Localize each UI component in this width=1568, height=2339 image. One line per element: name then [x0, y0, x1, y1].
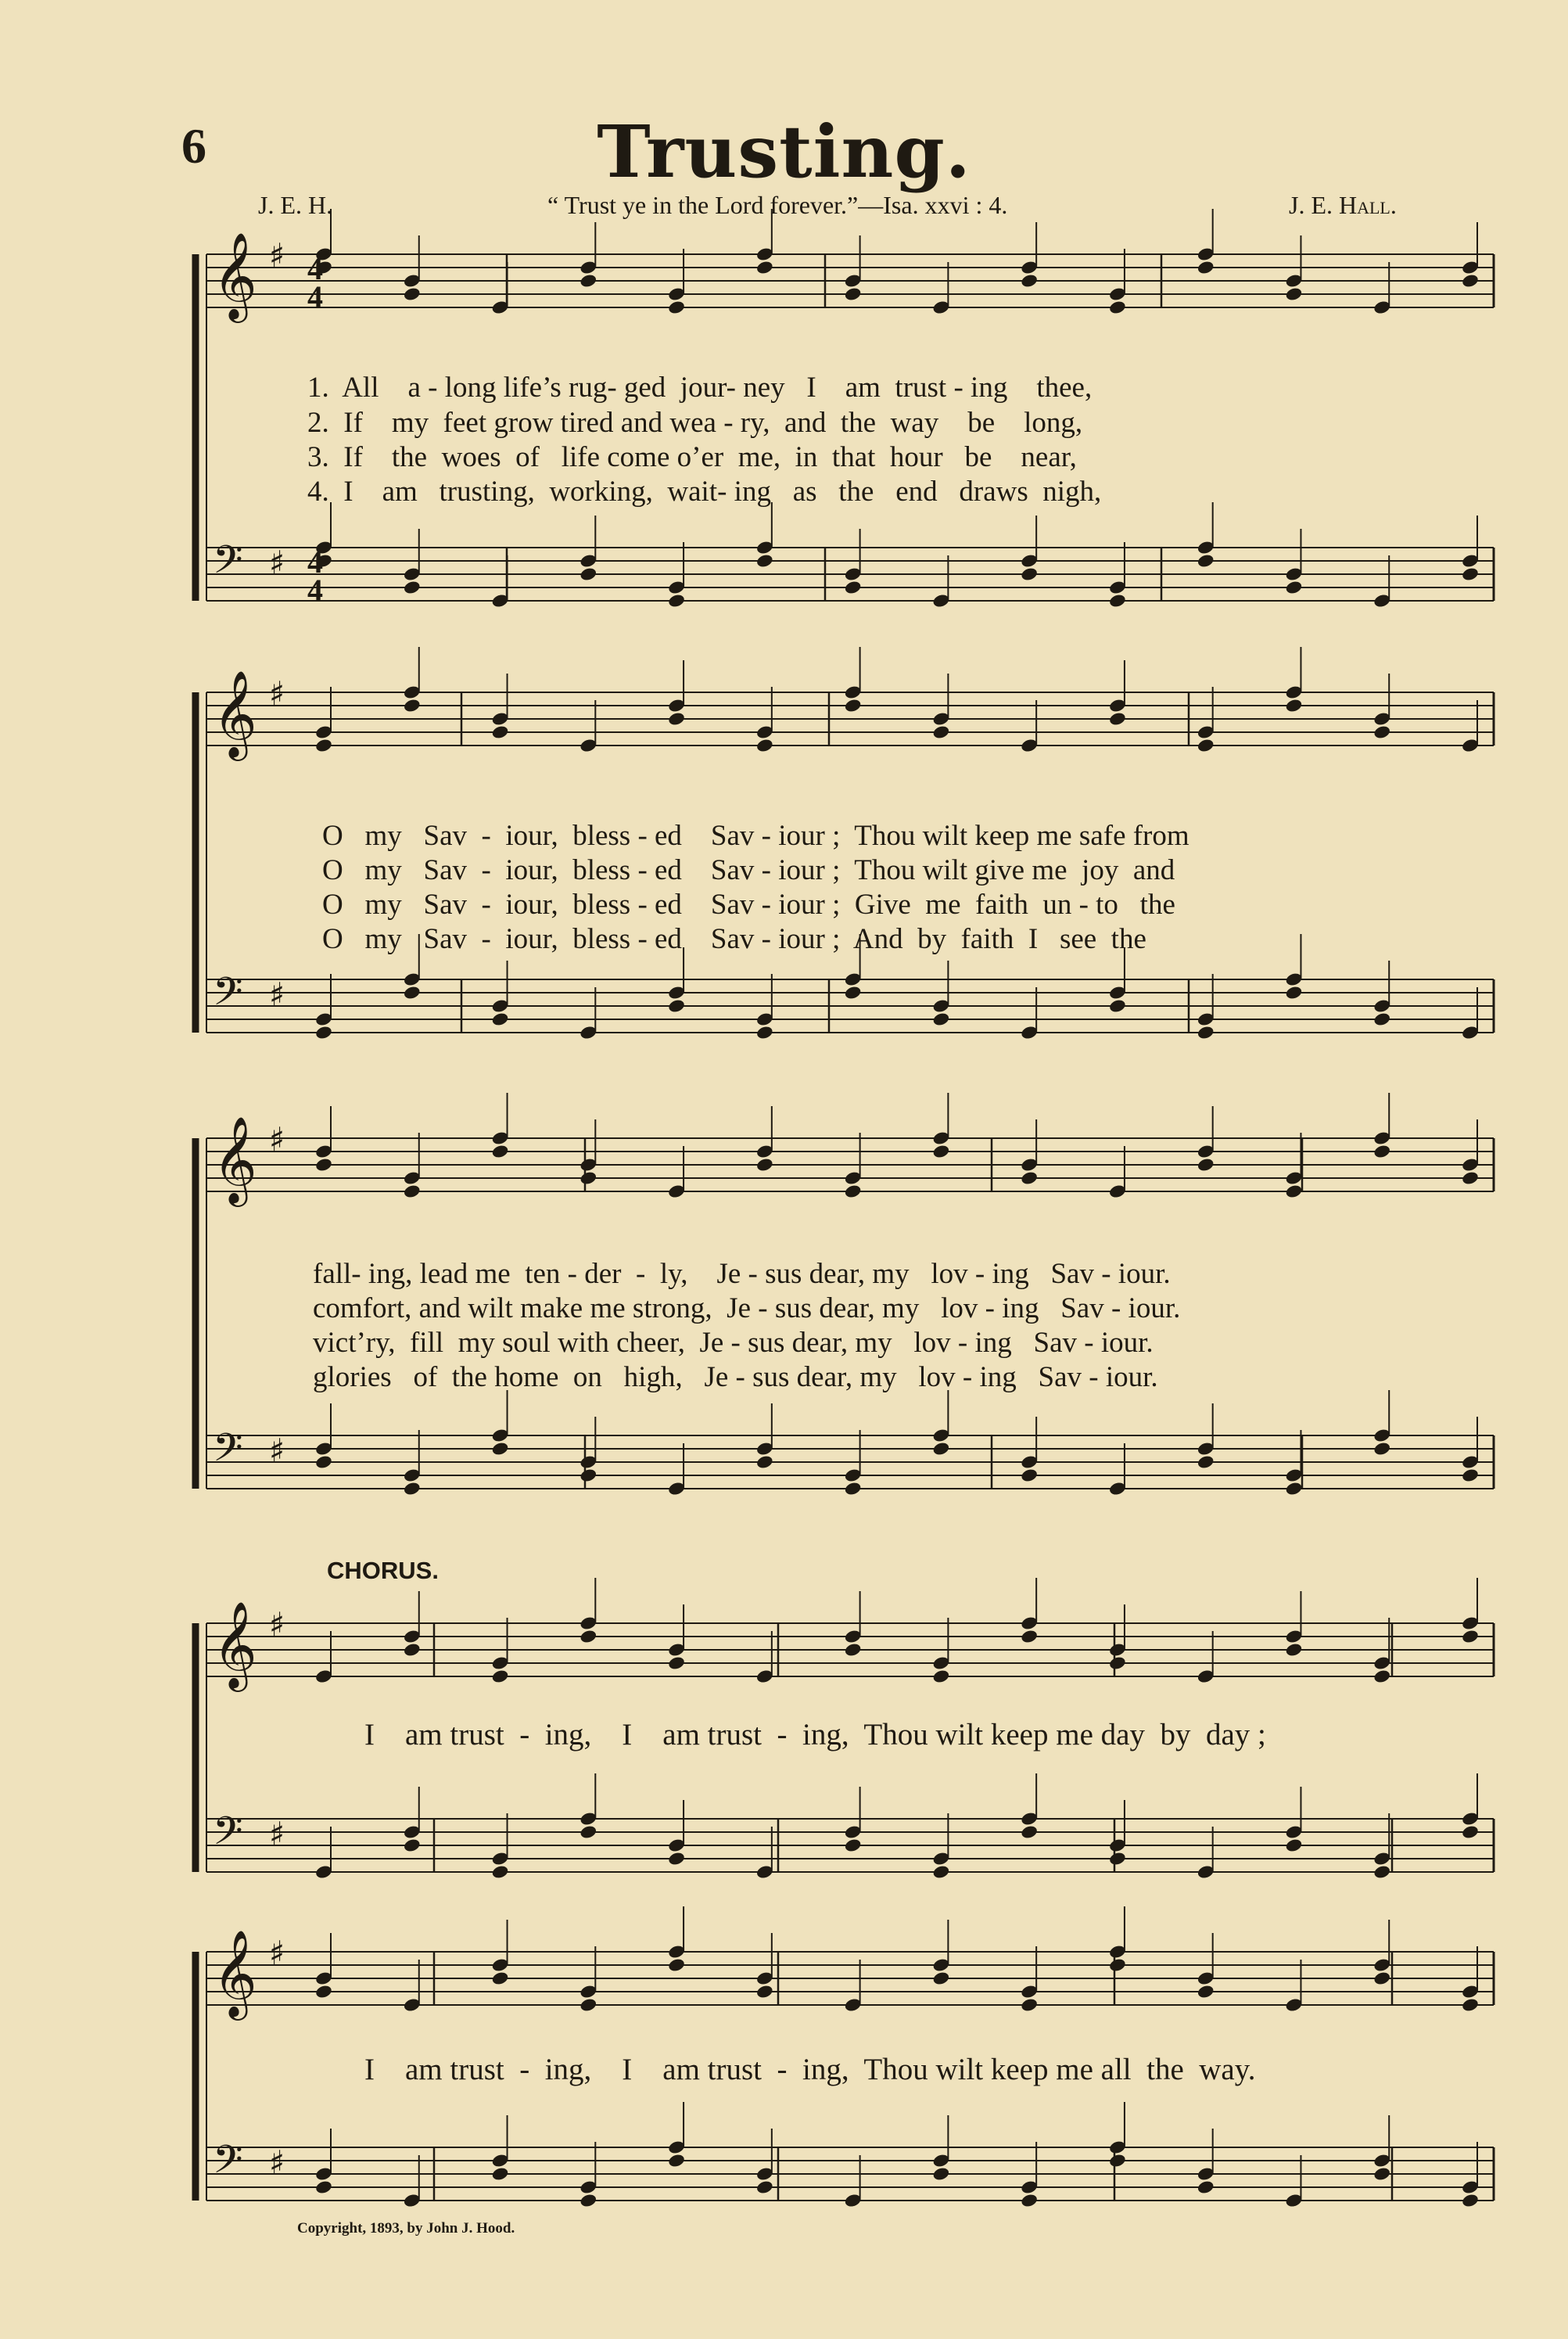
note-head	[1020, 1629, 1039, 1644]
note-head	[403, 985, 422, 1001]
note-head	[755, 2179, 774, 2195]
chorus-line: I am trust - ing, I am trust - ing, Thou wilt keep me day by day ;	[364, 1718, 1266, 1752]
note-head	[491, 2166, 510, 2182]
note-head	[755, 1984, 774, 1999]
note-head	[579, 1629, 598, 1644]
note-head	[1461, 2193, 1480, 2208]
sharp-key-signature-icon: ♯	[269, 1120, 285, 1159]
sharp-key-signature-icon: ♯	[269, 236, 285, 275]
note-head	[667, 998, 686, 1014]
sharp-key-signature-icon: ♯	[269, 1815, 285, 1853]
note-head	[1372, 724, 1391, 740]
note-head	[667, 1957, 686, 1973]
note-head	[844, 1184, 863, 1199]
verse-2-line: 2. If my feet grow tired and wea - ry, and the way be long,	[307, 407, 1083, 439]
note-head	[755, 1454, 774, 1470]
note-head	[932, 724, 951, 740]
note-head	[1461, 1468, 1480, 1483]
note-head	[403, 1481, 422, 1496]
note-head	[1372, 1864, 1391, 1880]
note-head	[932, 1441, 951, 1457]
page-number: 6	[181, 118, 206, 174]
note-head	[491, 1011, 510, 1027]
note-head	[314, 738, 333, 753]
note-head	[1108, 998, 1127, 1014]
note-head	[579, 566, 598, 582]
note-head	[1461, 1997, 1480, 2013]
time-signature-top: 4	[307, 544, 323, 580]
note-head	[1197, 738, 1215, 753]
note-head	[579, 1997, 598, 2013]
hymn-title: Trusting.	[597, 110, 971, 194]
note-head	[667, 2153, 686, 2168]
note-head	[1197, 1984, 1215, 1999]
note-head	[579, 1170, 598, 1186]
sharp-key-signature-icon: ♯	[269, 2143, 285, 2182]
time-signature-bottom: 4	[307, 573, 323, 608]
note-head	[1372, 1144, 1391, 1159]
note-head	[1197, 1454, 1215, 1470]
note-head	[1197, 553, 1215, 569]
note-head	[1461, 566, 1480, 582]
note-head	[403, 1184, 422, 1199]
time-signature-top: 4	[307, 251, 323, 286]
note-head	[1108, 1957, 1127, 1973]
note-head	[667, 1655, 686, 1671]
note-head	[932, 2166, 951, 2182]
note-head	[667, 1851, 686, 1867]
note-head	[491, 1144, 510, 1159]
note-head	[1197, 260, 1215, 275]
note-head	[314, 1025, 333, 1040]
note-head	[1285, 985, 1304, 1001]
note-head	[314, 2179, 333, 2195]
note-head	[1372, 1011, 1391, 1027]
chorus-label: CHORUS.	[327, 1557, 439, 1584]
note-head	[1108, 711, 1127, 727]
note-head	[755, 260, 774, 275]
note-head	[314, 1984, 333, 1999]
verse-4-line: glories of the home on high, Je - sus dear, my lov - ing Sav - iour.	[313, 1361, 1158, 1393]
note-head	[755, 1157, 774, 1173]
note-head	[1461, 1629, 1480, 1644]
note-head	[1285, 1642, 1304, 1658]
sharp-key-signature-icon: ♯	[269, 1934, 285, 1972]
note-head	[403, 1838, 422, 1853]
note-head	[755, 553, 774, 569]
verse-4-line: 4. I am trusting, working, wait- ing as the end draws nigh,	[307, 476, 1102, 508]
treble-clef-icon: 𝄞	[213, 1601, 257, 1688]
verse-3-line: vict’ry, fill my soul with cheer, Je - sus dear, my lov - ing Sav - iour.	[313, 1327, 1154, 1359]
note-head	[1108, 300, 1127, 315]
note-head	[1108, 1851, 1127, 1867]
verse-1-line: fall- ing, lead me ten - der - ly, Je - sus dear, my lov - ing Sav - iour.	[313, 1258, 1171, 1290]
note-head	[1372, 2166, 1391, 2182]
note-head	[1372, 1971, 1391, 1986]
note-head	[1461, 1170, 1480, 1186]
note-head	[1197, 1157, 1215, 1173]
note-head	[1020, 1170, 1039, 1186]
sharp-key-signature-icon: ♯	[269, 1432, 285, 1470]
note-head	[667, 593, 686, 609]
verse-4-line: O my Sav - iour, bless - ed Sav - iour ; And by faith I see the	[322, 923, 1146, 955]
note-head	[844, 1838, 863, 1853]
note-head	[844, 1642, 863, 1658]
note-head	[1285, 1184, 1304, 1199]
note-head	[1372, 1669, 1391, 1684]
note-head	[491, 1971, 510, 1986]
note-head	[1020, 273, 1039, 289]
note-head	[491, 724, 510, 740]
note-head	[1461, 1824, 1480, 1840]
note-head	[1020, 566, 1039, 582]
lyricist-credit: J. E. H.	[258, 191, 333, 219]
note-head	[1285, 1838, 1304, 1853]
note-head	[844, 286, 863, 302]
bass-clef-icon: 𝄢	[213, 969, 243, 1024]
note-head	[1285, 698, 1304, 713]
bass-clef-icon: 𝄢	[213, 1425, 243, 1480]
note-head	[844, 580, 863, 595]
verse-3-line: O my Sav - iour, bless - ed Sav - iour ; Give me faith un - to the	[322, 889, 1175, 921]
note-head	[1108, 1655, 1127, 1671]
note-head	[579, 2193, 598, 2208]
note-head	[932, 1144, 951, 1159]
note-head	[1108, 2153, 1127, 2168]
note-head	[403, 580, 422, 595]
note-head	[1372, 1441, 1391, 1457]
note-head	[1020, 1997, 1039, 2013]
note-head	[844, 985, 863, 1001]
note-head	[755, 1025, 774, 1040]
note-head	[1020, 1824, 1039, 1840]
note-head	[491, 1441, 510, 1457]
note-head	[1461, 273, 1480, 289]
note-head	[403, 1642, 422, 1658]
note-head	[1197, 1025, 1215, 1040]
note-head	[932, 1011, 951, 1027]
sharp-key-signature-icon: ♯	[269, 975, 285, 1014]
verse-3-line: 3. If the woes of life come o’er me, in that hour be near,	[307, 441, 1077, 473]
copyright-notice: Copyright, 1893, by John J. Hood.	[297, 2220, 515, 2237]
note-head	[403, 286, 422, 302]
note-head	[1020, 1468, 1039, 1483]
treble-clef-icon: 𝄞	[213, 1929, 257, 2017]
composer-credit: J. E. Hall.	[1289, 191, 1397, 219]
note-head	[1197, 2179, 1215, 2195]
note-head	[1285, 1481, 1304, 1496]
note-head	[1020, 2193, 1039, 2208]
time-signature-bottom: 4	[307, 279, 323, 314]
note-head	[403, 698, 422, 713]
note-head	[314, 1454, 333, 1470]
note-head	[667, 300, 686, 315]
note-head	[579, 1468, 598, 1483]
note-head	[1285, 580, 1304, 595]
sharp-key-signature-icon: ♯	[269, 674, 285, 713]
verse-2-line: O my Sav - iour, bless - ed Sav - iour ; Thou wilt give me joy and	[322, 854, 1175, 886]
bass-clef-icon: 𝄢	[213, 537, 243, 592]
note-head	[755, 738, 774, 753]
note-head	[1285, 286, 1304, 302]
treble-clef-icon: 𝄞	[213, 232, 257, 319]
treble-clef-icon: 𝄞	[213, 1116, 257, 1203]
note-head	[491, 1864, 510, 1880]
bass-clef-icon: 𝄢	[213, 2137, 243, 2192]
note-head	[579, 1824, 598, 1840]
note-head	[844, 698, 863, 713]
note-head	[491, 1669, 510, 1684]
note-head	[844, 1481, 863, 1496]
note-head	[667, 711, 686, 727]
sharp-key-signature-icon: ♯	[269, 1605, 285, 1644]
note-head	[932, 1669, 951, 1684]
bass-clef-icon: 𝄢	[213, 1809, 243, 1863]
sharp-key-signature-icon: ♯	[269, 544, 285, 582]
verse-2-line: comfort, and wilt make me strong, Je - sus dear, my lov - ing Sav - iour.	[313, 1292, 1181, 1324]
note-head	[932, 1971, 951, 1986]
verse-1-line: O my Sav - iour, bless - ed Sav - iour ; Thou wilt keep me safe from	[322, 820, 1189, 852]
note-head	[579, 273, 598, 289]
scripture-reference: “ Trust ye in the Lord forever.”—Isa. xxvi : 4.	[547, 191, 1008, 219]
note-head	[932, 1864, 951, 1880]
note-head	[314, 1157, 333, 1173]
chorus-line: I am trust - ing, I am trust - ing, Thou wilt keep me all the way.	[364, 2053, 1256, 2086]
verse-1-line: 1. All a - long life’s rug- ged jour- ney I am trust - ing thee,	[307, 372, 1093, 404]
treble-clef-icon: 𝄞	[213, 670, 257, 757]
note-head	[1108, 593, 1127, 609]
